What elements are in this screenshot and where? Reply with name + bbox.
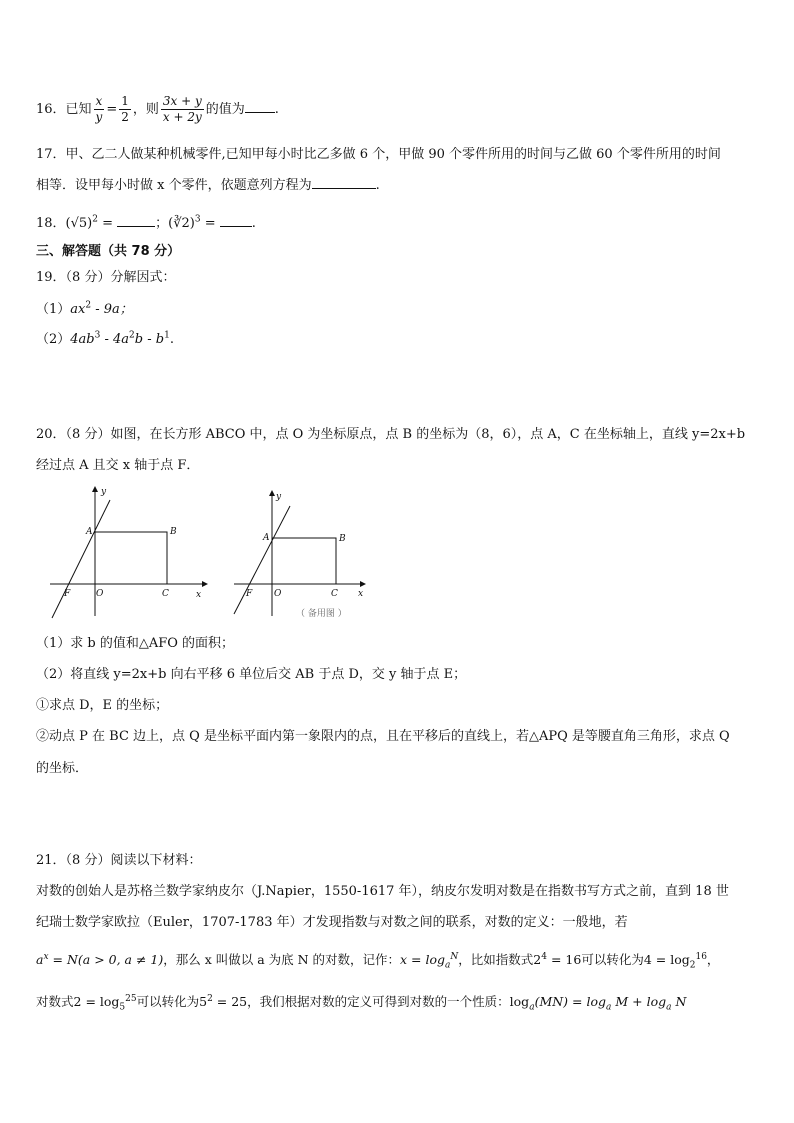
label-y: y xyxy=(101,487,107,497)
coordinate-figure-1 xyxy=(46,484,210,620)
answer-blank-18b[interactable] xyxy=(220,212,252,227)
sqrt5-expr: (√5) xyxy=(65,216,93,231)
question-20-line2: 经过点 A 且交 x 轴于点 F． xyxy=(36,458,200,473)
label-x: x xyxy=(196,590,202,600)
question-20-part2: （2）将直线 y=2x+b 向右平移 6 单位后交 AB 于点 D，交 y 轴于点 E； xyxy=(36,667,467,682)
rectangle-abco xyxy=(95,532,167,584)
answer-blank-17[interactable] xyxy=(312,174,376,189)
question-20-line1: 20．（8 分）如图，在长方形 ABCO 中，点 O 为坐标原点，点 B 的坐标为（8，6），点 A，C 在坐标轴上，直线 y=2x+b xyxy=(36,427,746,442)
question-20-part2b-line2: 的坐标． xyxy=(36,761,89,776)
label-f: F xyxy=(64,589,71,599)
question-20-part2a: ①求点 D，E 的坐标； xyxy=(36,698,169,713)
question-21-line2: 纪瑞士数学家欧拉（Euler，1707-1783 年）才发现指数与对数之间的联系，对数的定义：一般地，若 xyxy=(36,915,628,930)
label-a: A xyxy=(263,533,270,543)
question-19-item1: $(1)ax^2 - 9a$； xyxy=(36,300,133,317)
fraction-expression: $\frac{3x + y}{x + 2y}$ xyxy=(162,94,202,124)
question-21-line4: 对数式$2 = \log_5^{25}$可以转化为$5^2 = 25$，我们根据对数的定义可得到对数的一个性质：$\log_a(MN) = \log_a M + \log_a N$ xyxy=(36,993,687,1013)
x-arrow xyxy=(202,581,208,587)
label-o: O xyxy=(96,589,104,599)
q16-prefix: 16．已知 xyxy=(36,102,92,117)
line-af xyxy=(52,500,110,618)
fraction-x-over-y: $\frac{x}{y}$ xyxy=(95,94,103,124)
question-17-line2: 相等．设甲每小时做 x 个零件，依题意列方程为 . xyxy=(36,174,380,196)
question-20-part2b-line1: ②动点 P 在 BC 边上，点 Q 是坐标平面内第一象限内的点，且在平移后的直线上，若△APQ 是等腰直角三角形，求点 Q xyxy=(36,729,730,744)
question-21-title: 21．（8 分）阅读以下材料： xyxy=(36,853,202,868)
question-17-line1: 17．甲、乙二人做某种机械零件,已知甲每小时比乙多做 6 个，甲做 90 个零件所用的时间与乙做 60 个零件所用的时间 xyxy=(36,147,721,162)
label-o: O xyxy=(274,589,282,599)
answer-blank-18a[interactable] xyxy=(117,212,155,227)
question-21-line3: $a^x = N(a > 0$, a ≠ 1)，那么 x 叫做以 a 为底 N 的对数，记作：$x = \log_a^N$，比如指数式$2^4 = 16$可以转化为$4 = \log_2^{16}$， xyxy=(36,951,720,971)
fraction-one-half: $\frac{1}{2}$ xyxy=(121,94,129,124)
question-16: 16．已知 $\frac{x}{y}$ = $\frac{1}{2}$ ，则 $\frac{3x + y}{x + 2y}$ 的值为 . xyxy=(36,94,279,124)
x-arrow xyxy=(360,581,366,587)
question-18: 18．$(√5)^2$ = ；(∛2)$^3$ = . xyxy=(36,212,256,234)
label-f: F xyxy=(246,589,253,599)
line-af xyxy=(234,506,290,614)
label-b: B xyxy=(170,527,177,537)
question-21-line1: 对数的创始人是苏格兰数学家纳皮尔（J.Napier，1550-1617 年），纳皮尔发明对数是在指数书写方式之前，直到 18 世 xyxy=(36,884,729,899)
label-c: C xyxy=(162,589,169,599)
label-x: x xyxy=(358,589,364,599)
label-c: C xyxy=(331,589,338,599)
answer-blank-16[interactable] xyxy=(245,98,275,113)
label-y: y xyxy=(276,492,282,502)
question-19-item2: $(2)4ab^3 - 4a^2b - b^1$. xyxy=(36,330,174,347)
rectangle-abco xyxy=(272,538,336,584)
coordinate-figure-2 xyxy=(230,486,370,622)
question-19-title: 19．（8 分）分解因式： xyxy=(36,270,176,285)
figure-caption: （ 备用图 ） xyxy=(296,609,347,619)
y-arrow xyxy=(269,490,275,496)
cbrt2-expr: (∛2) xyxy=(168,216,195,231)
label-a: A xyxy=(86,527,93,537)
question-20-part1: （1）求 b 的值和△AFO 的面积； xyxy=(36,636,235,651)
y-arrow xyxy=(92,486,98,492)
section-title: 三、解答题（共 78 分） xyxy=(36,244,181,259)
label-b: B xyxy=(339,534,346,544)
